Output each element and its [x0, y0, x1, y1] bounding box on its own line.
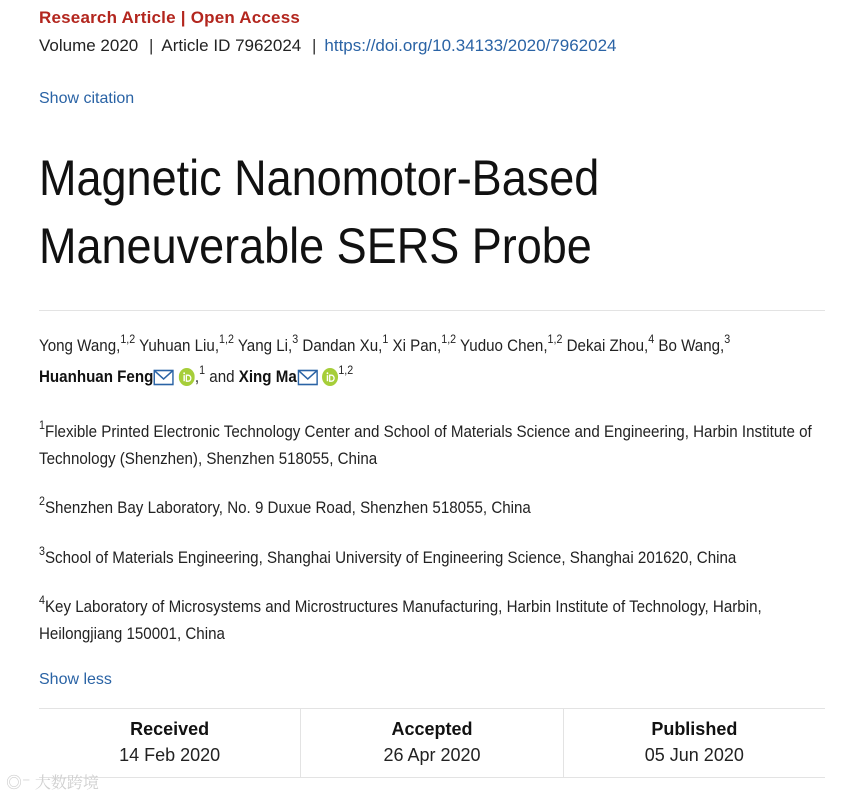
author-affiliation: 1 — [382, 332, 389, 346]
orcid-icon[interactable] — [179, 365, 195, 396]
orcid-icon[interactable] — [322, 365, 338, 396]
mail-icon[interactable] — [297, 365, 318, 396]
accepted-label: Accepted — [391, 719, 473, 739]
author-affiliation: 3 — [292, 332, 299, 346]
article-kicker — [39, 8, 300, 28]
published-value: 05 Jun 2020 — [644, 745, 744, 765]
accepted-value: 26 Apr 2020 — [383, 745, 481, 765]
volume-label: Volume 2020 — [39, 36, 139, 55]
author-affiliation: 1,2 — [441, 332, 457, 346]
affiliation — [39, 593, 822, 647]
doi-link[interactable]: https://doi.org/10.34133/2020/7962024 — [324, 36, 617, 55]
author-name[interactable]: Yuduo Chen, — [460, 336, 548, 355]
affiliation-text: School of Materials Engineering, Shanghai University of Engineering Science, Shanghai 201620, China — [44, 548, 737, 567]
affiliation — [39, 494, 822, 521]
author-affiliation: 4 — [648, 332, 655, 346]
affiliation-number: 3 — [39, 544, 45, 558]
watermark-text: 大数跨境 — [34, 775, 99, 792]
title-line-1: Magnetic Nanomotor-Based — [39, 150, 600, 206]
title-line-2: Maneuverable SERS Probe — [39, 218, 592, 274]
affiliation-number: 1 — [39, 418, 45, 432]
kicker-separator: | — [180, 8, 186, 27]
author-affiliation: 1,2 — [219, 332, 234, 346]
author-name[interactable]: Huanhuan Feng — [39, 367, 154, 386]
affiliation — [39, 544, 822, 571]
watermark-icon: ◎⁻ — [6, 775, 35, 792]
author-affiliation: 1,2 — [120, 332, 136, 346]
affiliation-number: 2 — [39, 494, 45, 508]
author-affiliation: 3 — [724, 332, 731, 346]
article-meta — [39, 36, 617, 56]
open-access-label: Open Access — [190, 8, 301, 27]
author-name[interactable]: Yuhuan Liu, — [139, 336, 220, 355]
article-type: Research Article — [39, 8, 176, 27]
affiliation-text: Key Laboratory of Microsystems and Microstructures Manufacturing, Harbin Institute of Technology, Harbin, Heilongjiang 150001, China — [39, 597, 762, 643]
divider — [39, 310, 825, 311]
author-affiliation: 1 — [199, 363, 206, 377]
received-value: 14 Feb 2020 — [119, 745, 221, 765]
author-name[interactable]: Xing Ma — [238, 367, 297, 386]
mail-icon[interactable] — [153, 365, 174, 396]
watermark — [6, 770, 99, 793]
article-id: Article ID 7962024 — [161, 36, 302, 55]
affiliation-text: Flexible Printed Electronic Technology Center and School of Materials Science and Engineering, Harbin Institute of Technology (Shenzhen), Shenzhen 518055, China — [39, 422, 812, 468]
author-affiliation: 1,2 — [547, 332, 563, 346]
article-title — [39, 144, 849, 280]
affiliation-text: Shenzhen Bay Laboratory, No. 9 Duxue Road, Shenzhen 518055, China — [44, 498, 531, 517]
published-date — [563, 709, 825, 777]
meta-separator: | — [144, 36, 154, 55]
publication-dates — [39, 708, 825, 778]
author-name[interactable]: Yong Wang, — [39, 336, 121, 355]
affiliation — [39, 418, 822, 472]
meta-separator: | — [307, 36, 317, 55]
author-name[interactable]: Bo Wang, — [658, 336, 725, 355]
author-list: Yong Wang,$^{1,2}$ Yuhuan Liu,$^{1,2}$ Yang Li,$^3$ Dandan Xu,$^1$ Xi Pan,$^{1,2}$ Yuduo Chen,$^{1,2}$ Dekai Zhou,$^4$ Bo Wang,$^3$ Huanhuan Feng ,$^1$ and Xing Ma $^{1,2}$ — [39, 330, 822, 396]
author-name[interactable]: Dandan Xu, — [302, 336, 383, 355]
published-label: Published — [651, 719, 738, 739]
accepted-date — [300, 709, 562, 777]
received-label: Received — [130, 719, 210, 739]
show-less-link[interactable]: Show less — [39, 671, 112, 688]
show-citation-link[interactable]: Show citation — [39, 90, 135, 107]
author-name[interactable]: Yang Li, — [237, 336, 293, 355]
author-affiliation: 1,2 — [338, 363, 354, 377]
received-date — [39, 709, 300, 777]
author-name[interactable]: Dekai Zhou, — [566, 336, 649, 355]
affiliation-number: 4 — [39, 593, 45, 607]
authors-and: and — [209, 367, 235, 386]
author-name[interactable]: Xi Pan, — [392, 336, 442, 355]
